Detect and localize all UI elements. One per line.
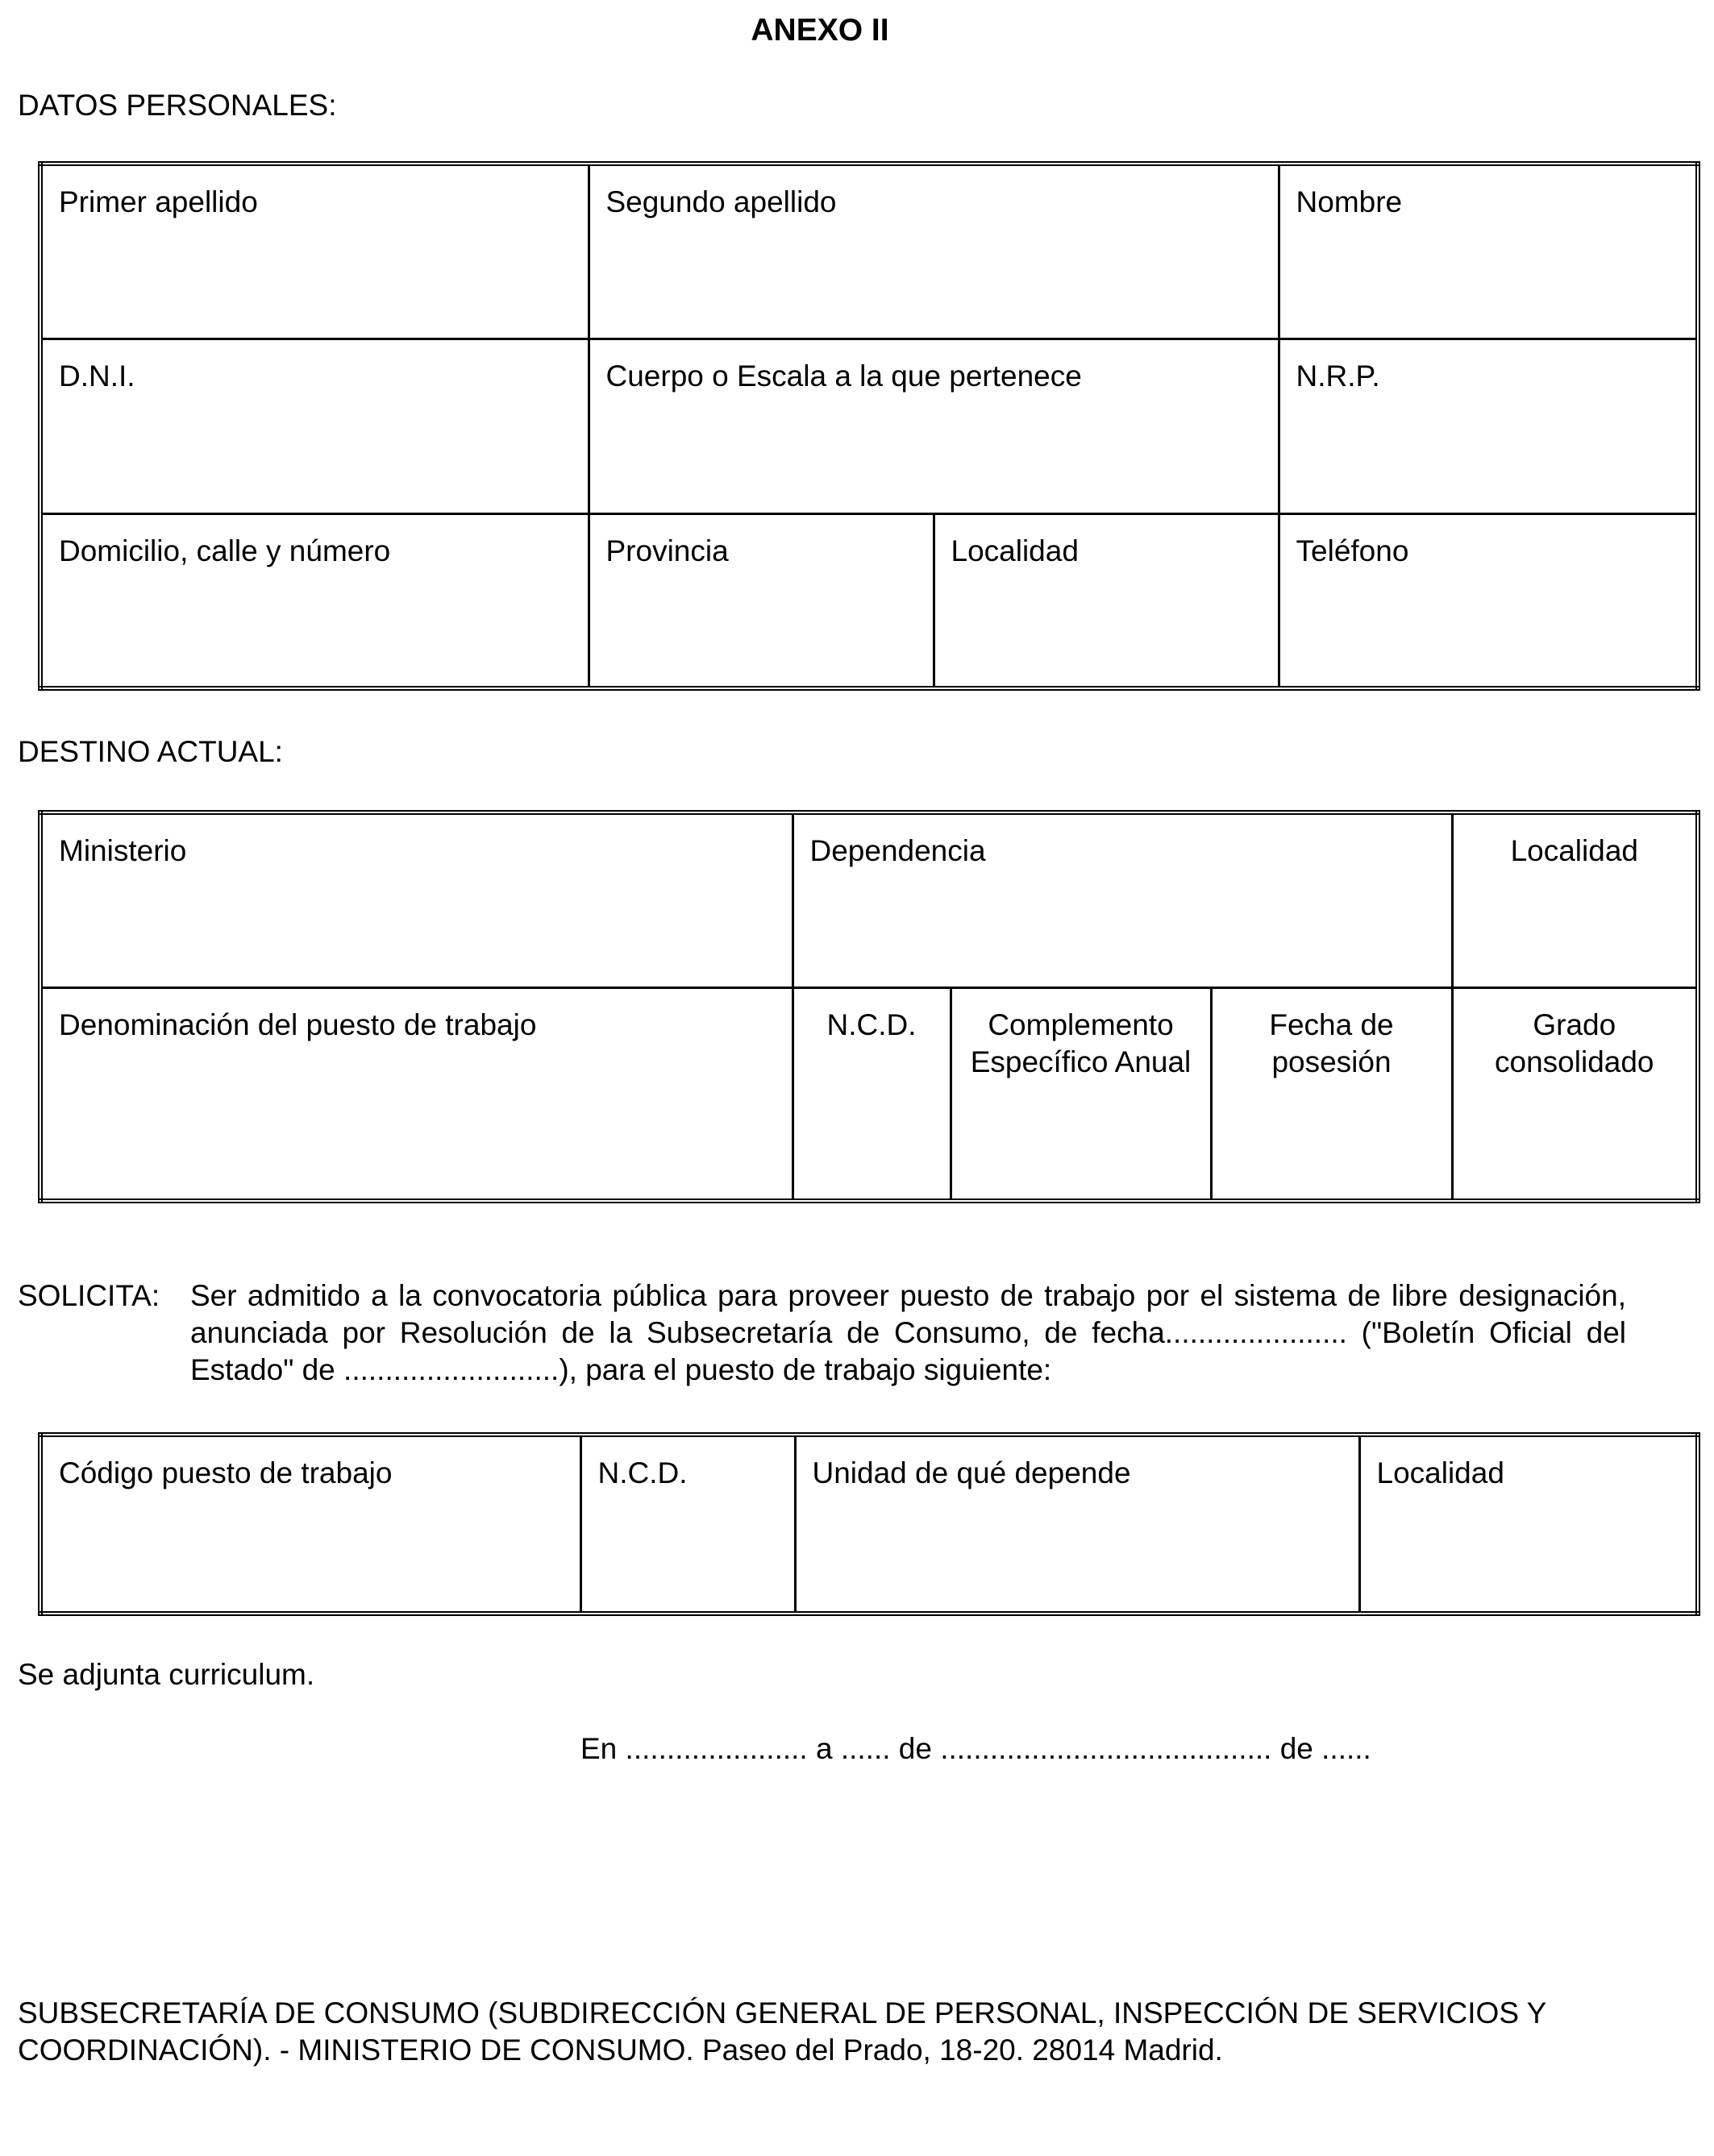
field-nrp[interactable]: N.R.P.: [1279, 339, 1698, 513]
field-telefono[interactable]: Teléfono: [1279, 513, 1698, 688]
field-primer-apellido[interactable]: Primer apellido: [40, 164, 589, 339]
field-complemento-especifico[interactable]: Complemento Específico Anual: [951, 987, 1211, 1201]
fecha-lugar-line[interactable]: En ...................... a ...... de ........................................ de ......: [580, 1732, 1371, 1765]
field-fecha-posesion[interactable]: Fecha de posesión: [1211, 987, 1452, 1201]
field-dni[interactable]: D.N.I.: [40, 339, 589, 513]
field-cuerpo-escala[interactable]: Cuerpo o Escala a la que pertenece: [589, 339, 1279, 513]
field-grado-consolidado[interactable]: Grado consolidado: [1452, 987, 1698, 1201]
solicita-text: Ser admitido a la convocatoria pública para proveer puesto de trabajo por el sistema de libre designación, anunciada por Resolución de la Subsecretaría de Consumo, de fecha...................... ("Boletín Oficial del Estado" de ..........................), para el puesto de trabajo siguiente:: [190, 1279, 1626, 1386]
field-localidad[interactable]: Localidad: [934, 513, 1279, 688]
field-ncd-destino[interactable]: N.C.D.: [793, 987, 951, 1201]
datos-personales-table: [38, 161, 1700, 691]
destino-actual-heading: DESTINO ACTUAL:: [18, 735, 283, 768]
solicita-label: SOLICITA:: [18, 1279, 160, 1312]
field-segundo-apellido[interactable]: Segundo apellido: [589, 164, 1279, 339]
field-dependencia[interactable]: Dependencia: [793, 812, 1452, 987]
field-ministerio[interactable]: Ministerio: [40, 812, 793, 987]
adjunta-curriculum: Se adjunta curriculum.: [18, 1658, 315, 1691]
field-provincia[interactable]: Provincia: [589, 513, 934, 688]
document-title: ANEXO II: [751, 13, 889, 48]
field-localidad-puesto[interactable]: Localidad: [1359, 1435, 1698, 1614]
destino-actual-table: [38, 810, 1700, 1203]
datos-personales-heading: DATOS PERSONALES:: [18, 89, 337, 122]
field-unidad-depende[interactable]: Unidad de qué depende: [795, 1435, 1359, 1614]
field-denominacion-puesto[interactable]: Denominación del puesto de trabajo: [40, 987, 793, 1201]
field-ncd-puesto[interactable]: N.C.D.: [580, 1435, 795, 1614]
field-codigo-puesto[interactable]: Código puesto de trabajo: [40, 1435, 580, 1614]
solicita-paragraph: [18, 1277, 1626, 1389]
field-nombre[interactable]: Nombre: [1279, 164, 1698, 339]
footer-address: SUBSECRETARÍA DE CONSUMO (SUBDIRECCIÓN GENERAL DE PERSONAL, INSPECCIÓN DE SERVICIOS Y COORDINACIÓN). - MINISTERIO DE CONSUMO. Paseo del Prado, 18-20. 28014 Madrid.: [18, 1996, 1546, 2067]
field-localidad-destino[interactable]: Localidad: [1452, 812, 1698, 987]
field-domicilio[interactable]: Domicilio, calle y número: [40, 513, 589, 688]
puesto-solicitado-table: [38, 1432, 1700, 1616]
